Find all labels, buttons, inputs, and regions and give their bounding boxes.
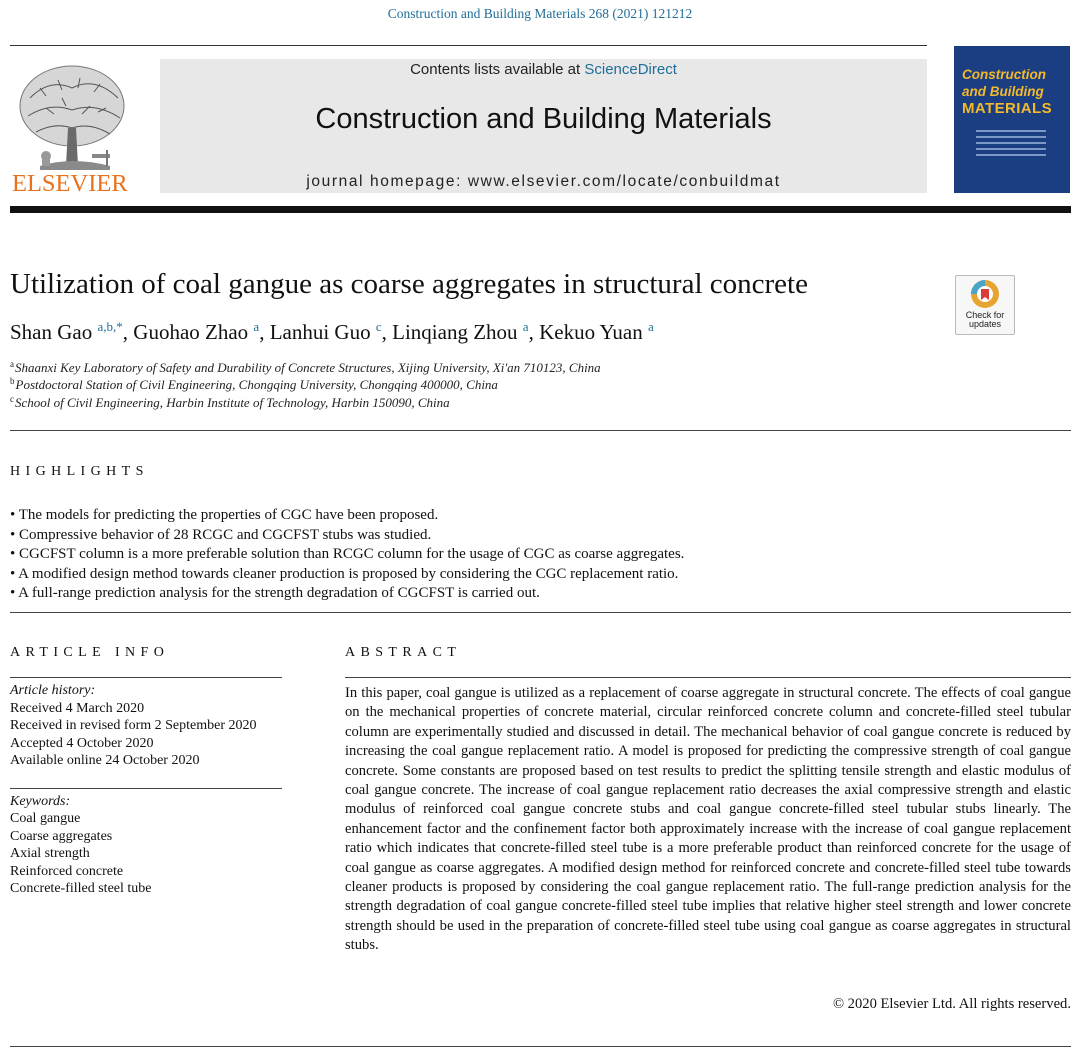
- affiliation: [10, 395, 450, 411]
- check-for-updates-line-2: updates: [968, 319, 1002, 329]
- affiliation-label: b: [10, 375, 15, 386]
- check-for-updates-badge[interactable]: [955, 275, 1015, 335]
- masthead-rule: [10, 206, 1071, 213]
- section-divider: [10, 612, 1071, 613]
- highlights-heading: HIGHLIGHTS: [10, 464, 149, 479]
- corresponding-author-icon[interactable]: *: [116, 319, 123, 334]
- keyword[interactable]: Concrete-filled steel tube: [10, 881, 152, 896]
- journal-title: Construction and Building Materials: [315, 103, 772, 135]
- author[interactable]: Guohao Zhao $^a$: [133, 319, 260, 344]
- keyword[interactable]: Coarse aggregates: [10, 829, 113, 844]
- highlight-item: • The models for predicting the properties of CGC have been proposed.: [10, 507, 439, 523]
- history-entry: Received 4 March 2020: [10, 701, 145, 716]
- highlight-item: • Compressive behavior of 28 RCGC and CGCFST stubs was studied.: [10, 527, 432, 543]
- sciencedirect-link[interactable]: ScienceDirect: [584, 61, 677, 78]
- affiliation: [10, 360, 601, 376]
- abstract-rule: [345, 677, 1071, 678]
- history-entry: Available online 24 October 2020: [10, 753, 200, 768]
- affiliation: [10, 377, 498, 393]
- cover-title: [962, 66, 1066, 117]
- history-entry: Accepted 4 October 2020: [10, 736, 154, 751]
- affiliation-marker[interactable]: a: [522, 319, 529, 334]
- affiliation-marker[interactable]: c: [375, 319, 382, 334]
- section-divider: [10, 430, 1071, 431]
- article-info-rule: [10, 677, 282, 678]
- contents-line: [160, 61, 927, 78]
- author[interactable]: Lanhui Guo $^c$: [269, 319, 382, 344]
- affiliation-label: a: [10, 358, 14, 369]
- highlight-item: • A full-range prediction analysis for the strength degradation of CGCFST is carried out.: [10, 585, 540, 601]
- elsevier-logo-text: ELSEVIER: [12, 170, 128, 197]
- author[interactable]: Kekuo Yuan $^a$: [539, 319, 654, 344]
- check-for-updates-label: [956, 311, 1014, 329]
- journal-citation[interactable]: Construction and Building Materials 268 (2021) 121212: [387, 6, 693, 21]
- journal-homepage-link[interactable]: journal homepage: www.elsevier.com/locate/conbuildmat: [306, 173, 781, 190]
- keywords-rule: [10, 788, 282, 789]
- article-history-label: Article history:: [10, 683, 96, 698]
- header-rule: [10, 45, 927, 46]
- article-info-heading: ARTICLE INFO: [10, 645, 170, 660]
- affiliation-text: Postdoctoral Station of Civil Engineering, Chongqing University, Chongqing 400000, China: [15, 377, 498, 392]
- affiliation-marker[interactable]: a: [647, 319, 654, 334]
- author[interactable]: Shan Gao $^{a,b,*}$: [10, 319, 123, 344]
- abstract-heading: ABSTRACT: [345, 645, 462, 660]
- journal-cover[interactable]: [954, 46, 1070, 193]
- abstract-text: In this paper, coal gangue is utilized as a replacement of coarse aggregate in structural concrete. The effects of coal gangue on the mechanical properties of concrete material, circular reinforced concrete column and concrete-filled steel tubular column are experimentally studied and discussed in detail. The mechanical behavior of coal gangue concrete is reduced by increasing the coal gangue replacement ratio. A model is proposed for predicting the compressive strength of coal gangue concrete. Some constants are proposed based on test results to predict the splitting tensile strength and elastic modulus of coal gangue concrete. The increase of coal gangue replacement ratio decreases the axial compressive strength and elastic modulus of reinforced coal gangue concrete stubs and coal gangue concrete-filled steel tubular stubs linearly. The enhancement factor and the confinement factor both approximately increase with the increase of coal gangue replacement ratio which indicates that concrete-filled steel tube is a more preferable product than reinforced concrete for the usage of coal gangue as coarse aggregates. A modified design method for reinforced concrete and concrete-filled steel tube towards cleaner products is proposed by considering the coal gangue replacement ratio. The full-range prediction analysis for the strength degradation of coal gangue concrete-filled steel tube implies that relative higher steel strength and lower concrete strength should be used in the preparation of concrete-filled steel tube using coal gangue as coarse aggregates in structural stubs.: [345, 685, 1071, 954]
- history-entry: Received in revised form 2 September 2020: [10, 718, 257, 733]
- article-title: Utilization of coal gangue as coarse aggregates in structural concrete: [10, 268, 808, 300]
- cover-title-line-2: and Building: [962, 84, 1044, 99]
- author[interactable]: Linqiang Zhou $^a$: [392, 319, 529, 344]
- cover-title-line-1: Construction: [962, 67, 1046, 82]
- cover-title-line-3: MATERIALS: [962, 100, 1052, 117]
- elsevier-tree-icon: [10, 58, 150, 198]
- author-list: Shan Gao $^{a,b,*}$, Guohao Zhao $^a$, Lanhui Guo $^c$, Linqiang Zhou $^a$, Kekuo Yuan $^a$: [10, 319, 654, 344]
- affiliation-marker[interactable]: a: [253, 319, 260, 334]
- affiliation-text: Shaanxi Key Laboratory of Safety and Durability of Concrete Structures, Xijing University, Xi'an 710123, China: [15, 360, 601, 375]
- contents-prefix: Contents lists available at: [410, 61, 585, 78]
- keyword[interactable]: Coal gangue: [10, 811, 81, 826]
- copyright-notice: © 2020 Elsevier Ltd. All rights reserved.: [832, 996, 1071, 1012]
- highlight-item: • CGCFST column is a more preferable solution than RCGC column for the usage of CGC as coarse aggregates.: [10, 546, 685, 562]
- crossmark-icon: [956, 276, 1014, 310]
- journal-banner: [160, 59, 927, 193]
- affiliation-marker[interactable]: a,b,: [97, 319, 117, 334]
- affiliation-text: School of Civil Engineering, Harbin Institute of Technology, Harbin 150090, China: [15, 395, 450, 410]
- keywords-label: Keywords:: [10, 794, 71, 809]
- highlight-item: • A modified design method towards cleaner production is proposed by considering the CGC replacement ratio.: [10, 566, 679, 582]
- elsevier-logo[interactable]: [10, 58, 150, 198]
- keyword[interactable]: Axial strength: [10, 846, 90, 861]
- check-for-updates-line-1: Check for: [965, 310, 1005, 320]
- footer-rule: [10, 1046, 1071, 1047]
- keyword[interactable]: Reinforced concrete: [10, 864, 124, 879]
- cover-decoration: [976, 130, 1046, 170]
- affiliation-label: c: [10, 393, 14, 404]
